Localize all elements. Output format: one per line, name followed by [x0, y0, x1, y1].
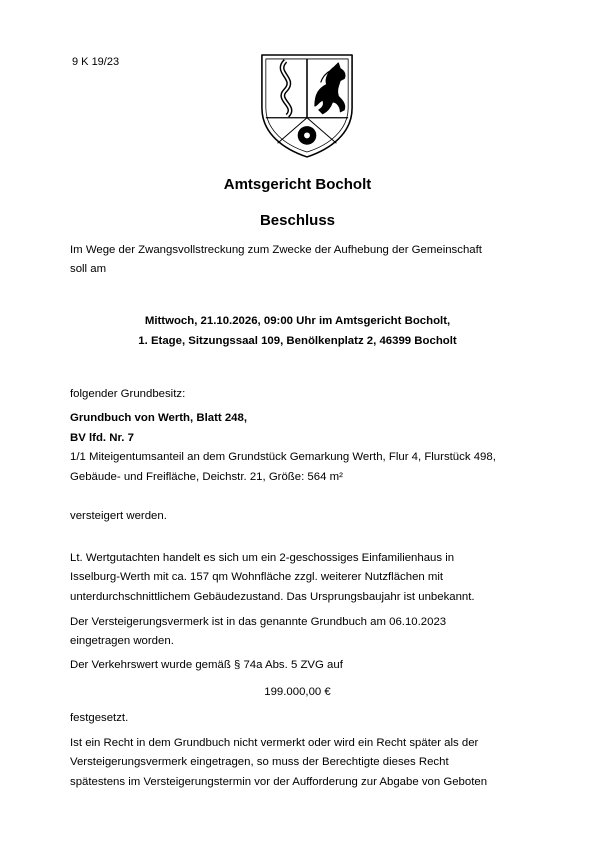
land-register-line-1: Grundbuch von Werth, Blatt 248, — [70, 412, 247, 424]
intro-line-1: Im Wege der Zwangsvollstreckung zum Zwecke der Aufhebung der Gemeinschaft — [70, 244, 482, 256]
auction-text: versteigert werden. — [70, 510, 167, 522]
appointment-line-2: 1. Etage, Sitzungssaal 109, Benölkenplatz 2, 46399 Bocholt — [138, 335, 457, 347]
nrw-coat-of-arms-icon — [258, 51, 356, 159]
market-value-intro: Der Verkehrswert wurde gemäß § 74a Abs. 5 ZVG auf — [70, 659, 343, 671]
appraisal-line-1: Lt. Wertgutachten handelt es sich um ein 2-geschossiges Einfamilienhaus in — [70, 552, 455, 564]
property-description-line-1: 1/1 Miteigentumsanteil an dem Grundstück Gemarkung Werth, Flur 4, Flurstück 498, — [70, 451, 496, 463]
market-value: 199.000,00 € — [264, 686, 331, 698]
appraisal-line-3: unterdurchschnittlichem Gebäudezustand. Das Ursprungsbaujahr ist unbekannt. — [70, 591, 475, 603]
rights-line-2: Versteigerungsvermerk eingetragen, so muss der Berechtigte dieses Recht — [70, 756, 449, 768]
registration-line-1: Der Versteigerungsvermerk ist in das genannte Grundbuch am 06.10.2023 — [70, 616, 447, 628]
property-description-line-2: Gebäude- und Freifläche, Deichstr. 21, Größe: 564 m² — [70, 471, 343, 483]
property-intro: folgender Grundbesitz: — [70, 388, 186, 400]
registration-line-2: eingetragen worden. — [70, 635, 174, 647]
appointment-line-1: Mittwoch, 21.10.2026, 09:00 Uhr im Amtsgericht Bocholt, — [144, 315, 451, 327]
market-value-outro: festgesetzt. — [70, 712, 129, 724]
rights-line-1: Ist ein Recht in dem Grundbuch nicht vermerkt oder wird ein Recht später als der — [70, 737, 479, 749]
file-number: 9 K 19/23 — [72, 56, 120, 68]
intro-line-2: soll am — [70, 263, 107, 275]
appraisal-line-2: Isselburg-Werth mit ca. 157 qm Wohnfläche zzgl. weiterer Nutzflächen mit — [70, 571, 444, 583]
page-title: Beschluss — [259, 212, 336, 229]
rights-line-3: spätestens im Versteigerungstermin vor der Aufforderung zur Abgabe von Geboten — [70, 776, 488, 788]
court-name: Amtsgericht Bocholt — [223, 176, 372, 193]
land-register-line-2: BV lfd. Nr. 7 — [70, 432, 134, 444]
